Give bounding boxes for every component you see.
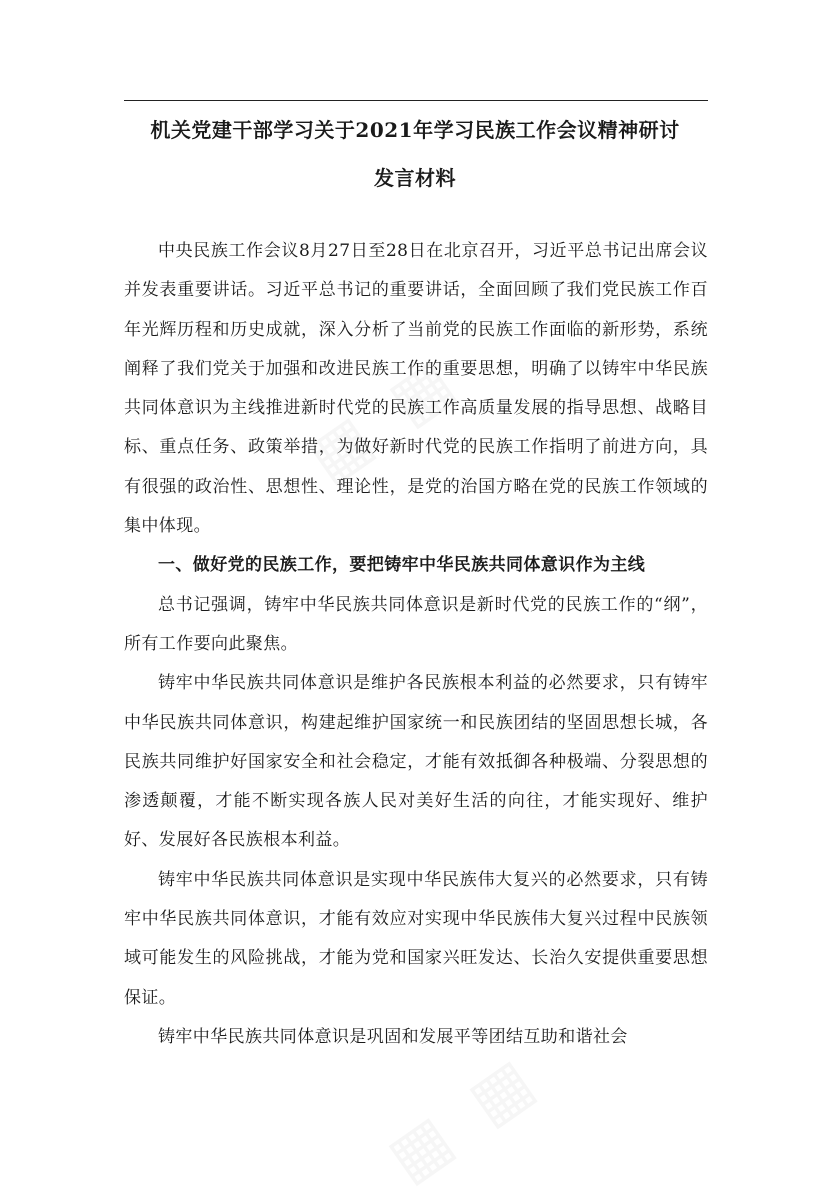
- paragraph: 总书记强调，铸牢中华民族共同体意识是新时代党的民族工作的“纲”，所有工作要向此聚焦。: [124, 594, 708, 654]
- title-line-2: 发言材料: [374, 166, 456, 190]
- paragraph: 中央民族工作会议8月27日至28日在北京召开，习近平总书记出席会议并发表重要讲话。习近平总书记的重要讲话，全面回顾了我们党民族工作百年光辉历程和历史成就，深入分析了当前党的民族工作面临的新形势，系统阐释了我们党关于加强和改进民族工作的重要思想，明确了以铸牢中华民族共同体意识为主线推进新时代党的民族工作高质量发展的指导思想、战略目标、重点任务、政策举措，为做好新时代党的民族工作指明了前进方向，具有很强的政治性、思想性、理论性，是党的治国方略在党的民族工作领域的集中体现。: [124, 241, 708, 537]
- paragraph: 铸牢中华民族共同体意识是巩固和发展平等团结互助和谐社会: [158, 1026, 628, 1047]
- section-heading: 一、做好党的民族工作，要把铸牢中华民族共同体意识作为主线: [158, 555, 646, 576]
- watermark: [374, 1039, 554, 1196]
- document-body: [124, 232, 708, 1057]
- header-rule: [124, 100, 708, 101]
- paragraph: 铸牢中华民族共同体意识是维护各民族根本利益的必然要求，只有铸牢中华民族共同体意识，构建起维护国家统一和民族团结的坚固思想长城，各民族共同维护好国家安全和社会稳定，才能有效抵御各种极端、分裂思想的渗透颠覆，才能不断实现各族人民对美好生活的向往，才能实现好、维护好、发展好各民族根本利益。: [124, 673, 708, 851]
- document-title: [110, 106, 720, 202]
- paragraph: 铸牢中华民族共同体意识是实现中华民族伟大复兴的必然要求，只有铸牢中华民族共同体意识，才能有效应对实现中华民族伟大复兴过程中民族领域可能发生的风险挑战，才能为党和国家兴旺发达、长治久安提供重要思想保证。: [124, 869, 708, 1008]
- title-line-1: 机关党建干部学习关于2021年学习民族工作会议精神研讨: [150, 118, 680, 142]
